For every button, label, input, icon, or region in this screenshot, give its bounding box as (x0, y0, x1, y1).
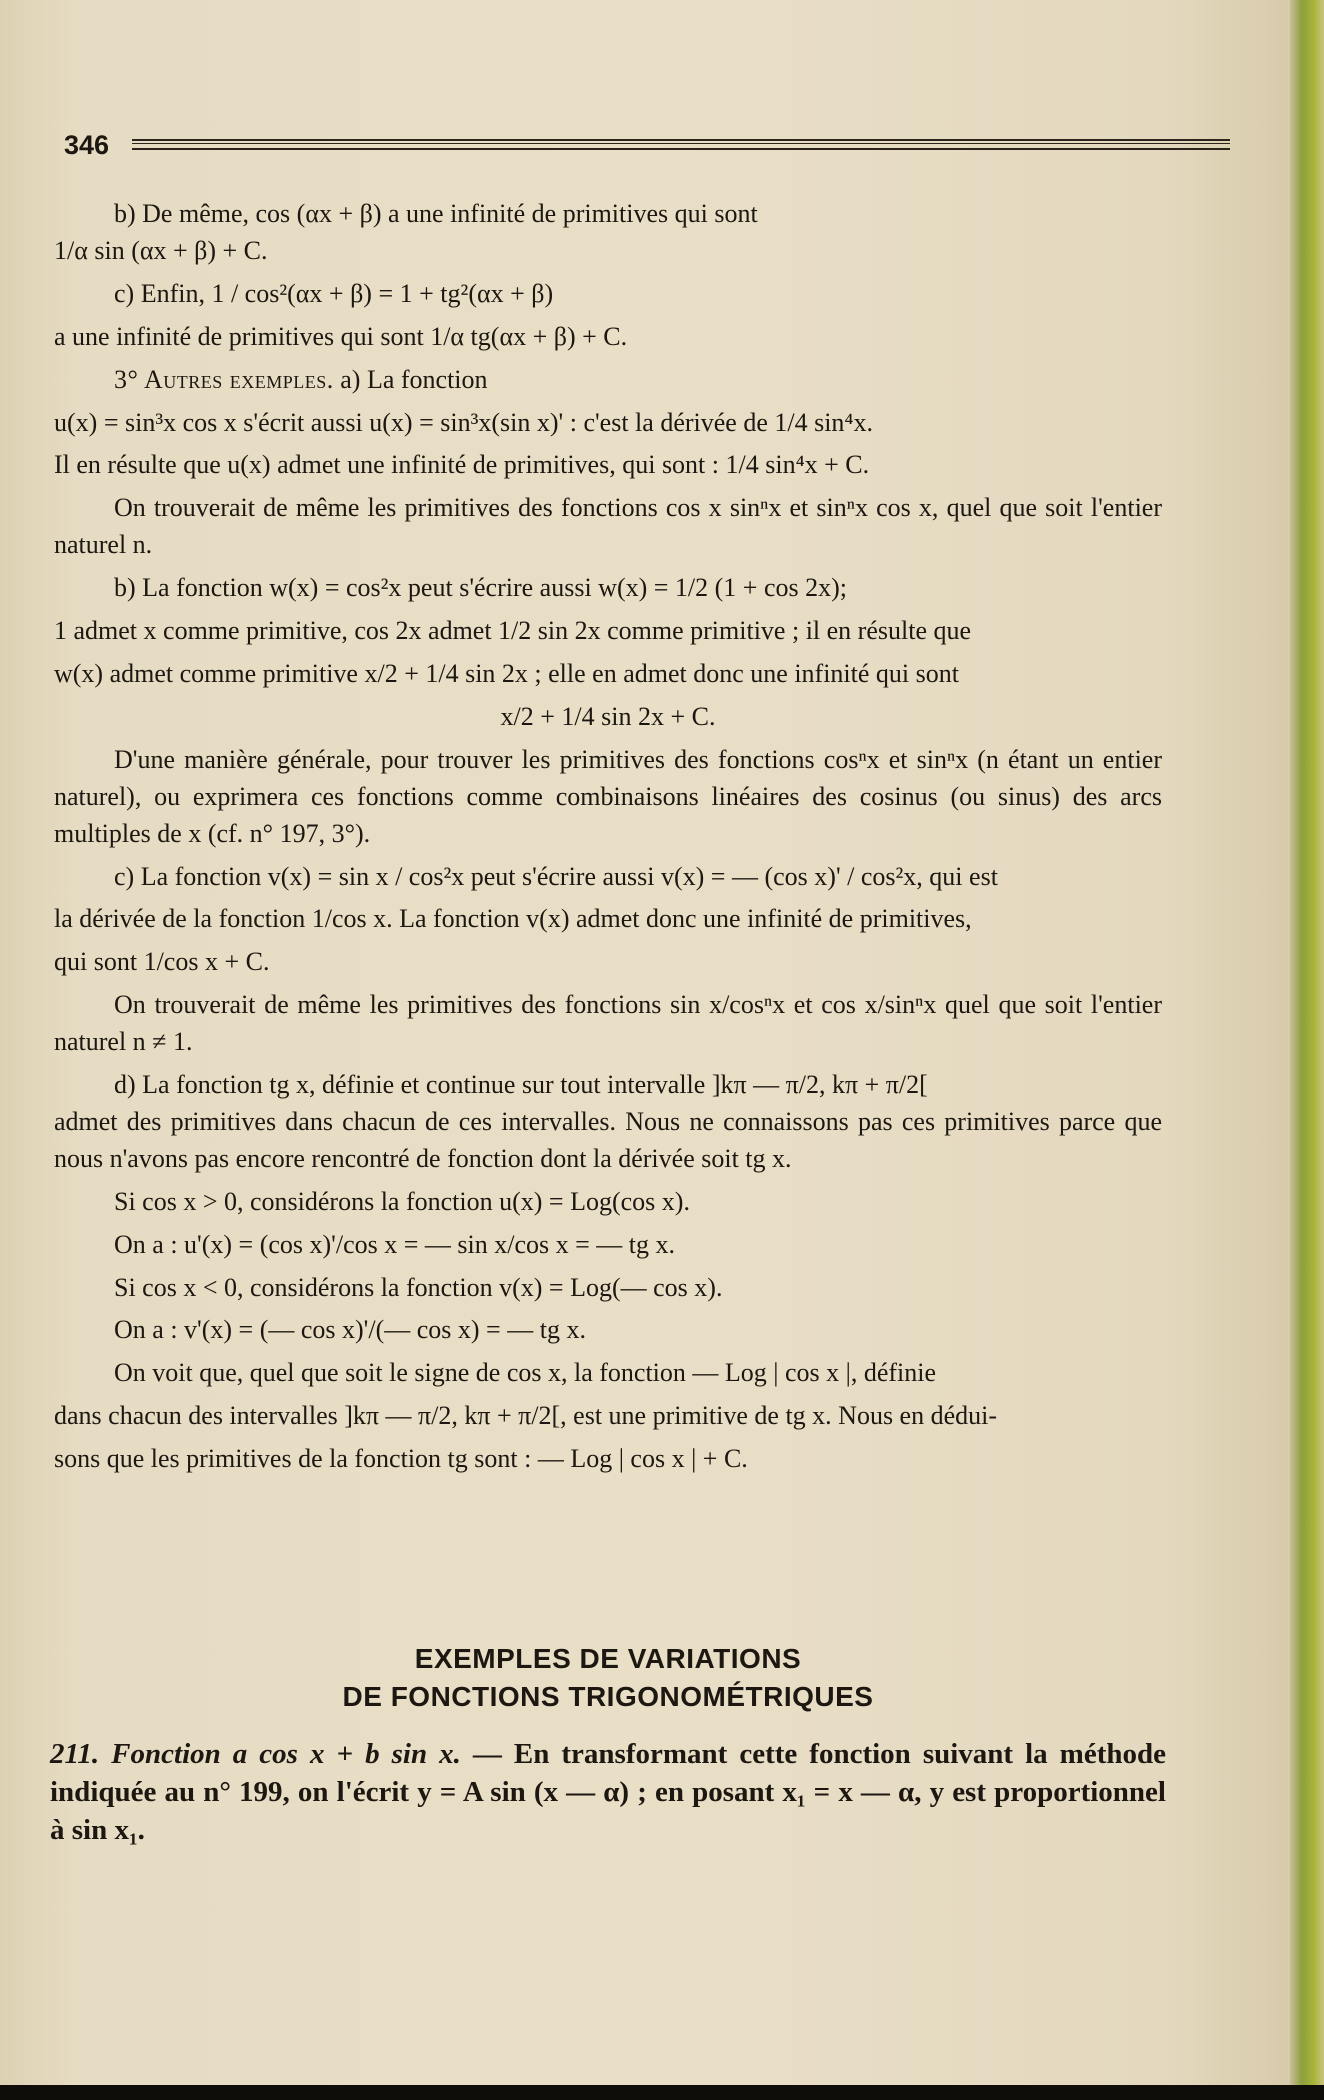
article-title: 211. Fonction a cos x + b sin x. (50, 1738, 461, 1770)
display-formula: On a : u'(x) = (cos x)'/cos x = — sin x/cos x = — tg x. (114, 1229, 676, 1259)
section-heading (54, 1640, 1162, 1716)
heading-line: DE FONCTIONS TRIGONOMÉTRIQUES (342, 1681, 874, 1712)
text-line: c) Enfin, 1 / cos²(αx + β) = 1 + tg²(αx + β) (114, 278, 554, 308)
text-line: On voit que, quel que soit le signe de cos x, la fonction — Log | cos x |, définie (114, 1358, 937, 1388)
article-text: — En transformant cette fonction suivant la méthode indiquée au n° 199, on l'écrit y = A sin (x — α) ; en posant x₁ = x — α, y est proportionnel à sin x₁. (50, 1738, 1166, 1846)
text-line: dans chacun des intervalles ]kπ — π/2, kπ + π/2[, est une primitive de tg x. Nous en dédui- (54, 1401, 998, 1431)
header-rule (132, 139, 1230, 150)
heading-line: EXEMPLES DE VARIATIONS (414, 1643, 802, 1674)
text-fragment: a) La fonction (340, 364, 488, 394)
text-line: u(x) = sin³x cos x s'écrit aussi u(x) = sin³x(sin x)' : c'est la dérivée de 1/4 sin⁴x. (54, 407, 873, 437)
text-line: Il en résulte que u(x) admet une infinité de primitives, qui sont : 1/4 sin⁴x + C. (54, 450, 870, 480)
paragraph: On trouverait de même les primitives des fonctions cos x sinⁿx et sinⁿx cos x, quel que soit l'entier naturel n. (54, 493, 1162, 560)
paragraph: D'une manière générale, pour trouver les primitives des fonctions cosⁿx et sinⁿx (n étant un entier naturel), ou exprimera ces fonctions comme combinaisons linéaires des cosinus (ou sinus) des arcs multiples de x (cf. n° 197, 3°). (54, 744, 1162, 848)
page-body (54, 196, 1162, 1478)
display-formula: x/2 + 1/4 sin 2x + C. (500, 701, 716, 731)
book-edge (1290, 0, 1324, 2100)
text-line: sons que les primitives de la fonction tg sont : — Log | cos x | + C. (54, 1444, 748, 1474)
text-line: d) La fonction tg x, définie et continue sur tout intervalle ]kπ — π/2, kπ + π/2[ (114, 1070, 928, 1100)
text-line: qui sont 1/cos x + C. (54, 947, 270, 977)
scan-border (0, 2085, 1324, 2100)
text-line: la dérivée de la fonction 1/cos x. La fonction v(x) admet donc une infinité de primitives, (54, 904, 972, 934)
subsection-title: 3° Autres exemples. (114, 364, 334, 394)
text-line: 1/α sin (αx + β) + C. (54, 235, 268, 265)
text-line: a une infinité de primitives qui sont 1/α tg(αx + β) + C. (54, 321, 628, 351)
text-line: b) La fonction w(x) = cos²x peut s'écrire aussi w(x) = 1/2 (1 + cos 2x); (114, 573, 848, 603)
text-line: b) De même, cos (αx + β) a une infinité de primitives qui sont (114, 199, 758, 228)
section-3-heading (54, 362, 1162, 399)
display-formula: On a : v'(x) = (— cos x)'/(— cos x) = — tg x. (114, 1315, 586, 1345)
article-211 (50, 1735, 1166, 1849)
paragraph: admet des primitives dans chacun de ces intervalles. Nous ne connaissons pas ces primitives parce que nous n'avons pas encore rencontré de fonction dont la dérivée soit tg x. (54, 1106, 1162, 1173)
text-line: w(x) admet comme primitive x/2 + 1/4 sin 2x ; elle en admet donc une infinité qui sont (54, 658, 959, 688)
page-number: 346 (64, 130, 110, 160)
text-line: 1 admet x comme primitive, cos 2x admet 1/2 sin 2x comme primitive ; il en résulte que (54, 616, 972, 646)
text-line: Si cos x < 0, considérons la fonction v(x) = Log(— cos x). (114, 1272, 723, 1302)
text-line: Si cos x > 0, considérons la fonction u(x) = Log(cos x). (114, 1186, 690, 1216)
page-header (64, 130, 1166, 160)
paragraph: On trouverait de même les primitives des fonctions sin x/cosⁿx et cos x/sinⁿx quel que soit l'entier naturel n ≠ 1. (54, 990, 1162, 1057)
text-line: c) La fonction v(x) = sin x / cos²x peut s'écrire aussi v(x) = — (cos x)' / cos²x, qui est (114, 861, 998, 891)
